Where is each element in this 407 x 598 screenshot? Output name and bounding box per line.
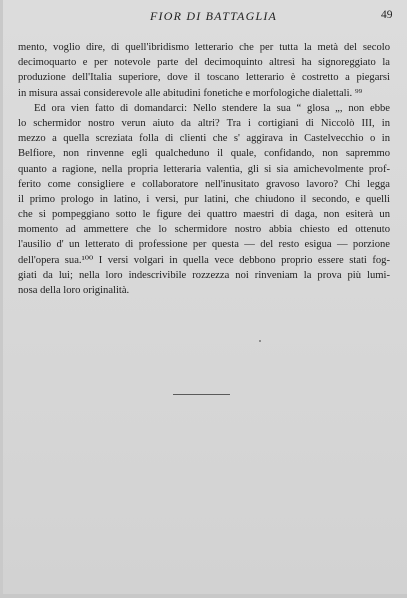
text-line: dell'opera sua.¹⁰⁰ I versi volgari in quella vece debbono proprio essere stati fog- [18,254,390,266]
page-edge-shadow [0,0,3,598]
text-line: mezzo a quella screziata folla di clienti che s' aggirava in Castelvecchio o in [18,133,390,145]
text-line: l'ausilio d' un letterato di professione per questa — del resto esigua — porzione [18,239,390,251]
text-line: quanto a ragione, nella propria letteraria valentìa, gli si sia amichevolmente prof- [18,163,390,175]
page-bottom-edge [0,594,407,598]
running-title: FIOR DI BATTAGLIA [150,9,278,23]
paragraph-first-line: Ed ora vien fatto di domandarci: Nello stendere la sua “ glosa „, non ebbe [34,102,390,114]
body-text [18,40,390,298]
text-line: giati da lui; nella loro indescrivibile rozzezza noi rinveniam la prova più lumi- [18,269,390,281]
text-line: in misura assai considerevole alle abitudini fonetiche e morfologiche dialettali. ⁹⁹ [18,87,363,99]
text-line: mento, voglio dire, di quell'ibridismo letterario che per tutta la metà del secolo [18,42,390,53]
running-header [0,9,407,25]
text-line: il primo prologo in latino, i versi, pur latini, che chiudono il secondo, e quelli [18,193,390,205]
text-line: decimoquarto e per notevole parte del decimoquinto altresì ha signoreggiato la [18,57,390,69]
text-line: ferito come consigliere e collaboratore nell'inusitato gravoso lavoro? Chi legga [18,178,390,190]
section-divider [173,394,230,395]
text-line: momento ad ammettere che lo schermidore nostro abbia chiesto ed ottenuto [18,224,390,236]
text-line: produzione dell'Italia superiore, dove il toscano letterario è costretto a piegarsi [18,72,390,84]
text-line: che si pompeggiano sotto le figure dei quattro maestri di daga, non esiterà un [18,209,390,221]
paper-speck [259,340,261,342]
page-number: 49 [381,9,393,21]
text-line: nosa della loro originalità. [18,285,130,296]
text-line: Belfiore, non rinvenne egli qualcheduno il quale, confidando, non sapremmo [18,148,390,160]
text-line: lo schermidor nostro verun aiuto da altri? Tra i cortigiani di Niccolò III, in [18,117,390,129]
